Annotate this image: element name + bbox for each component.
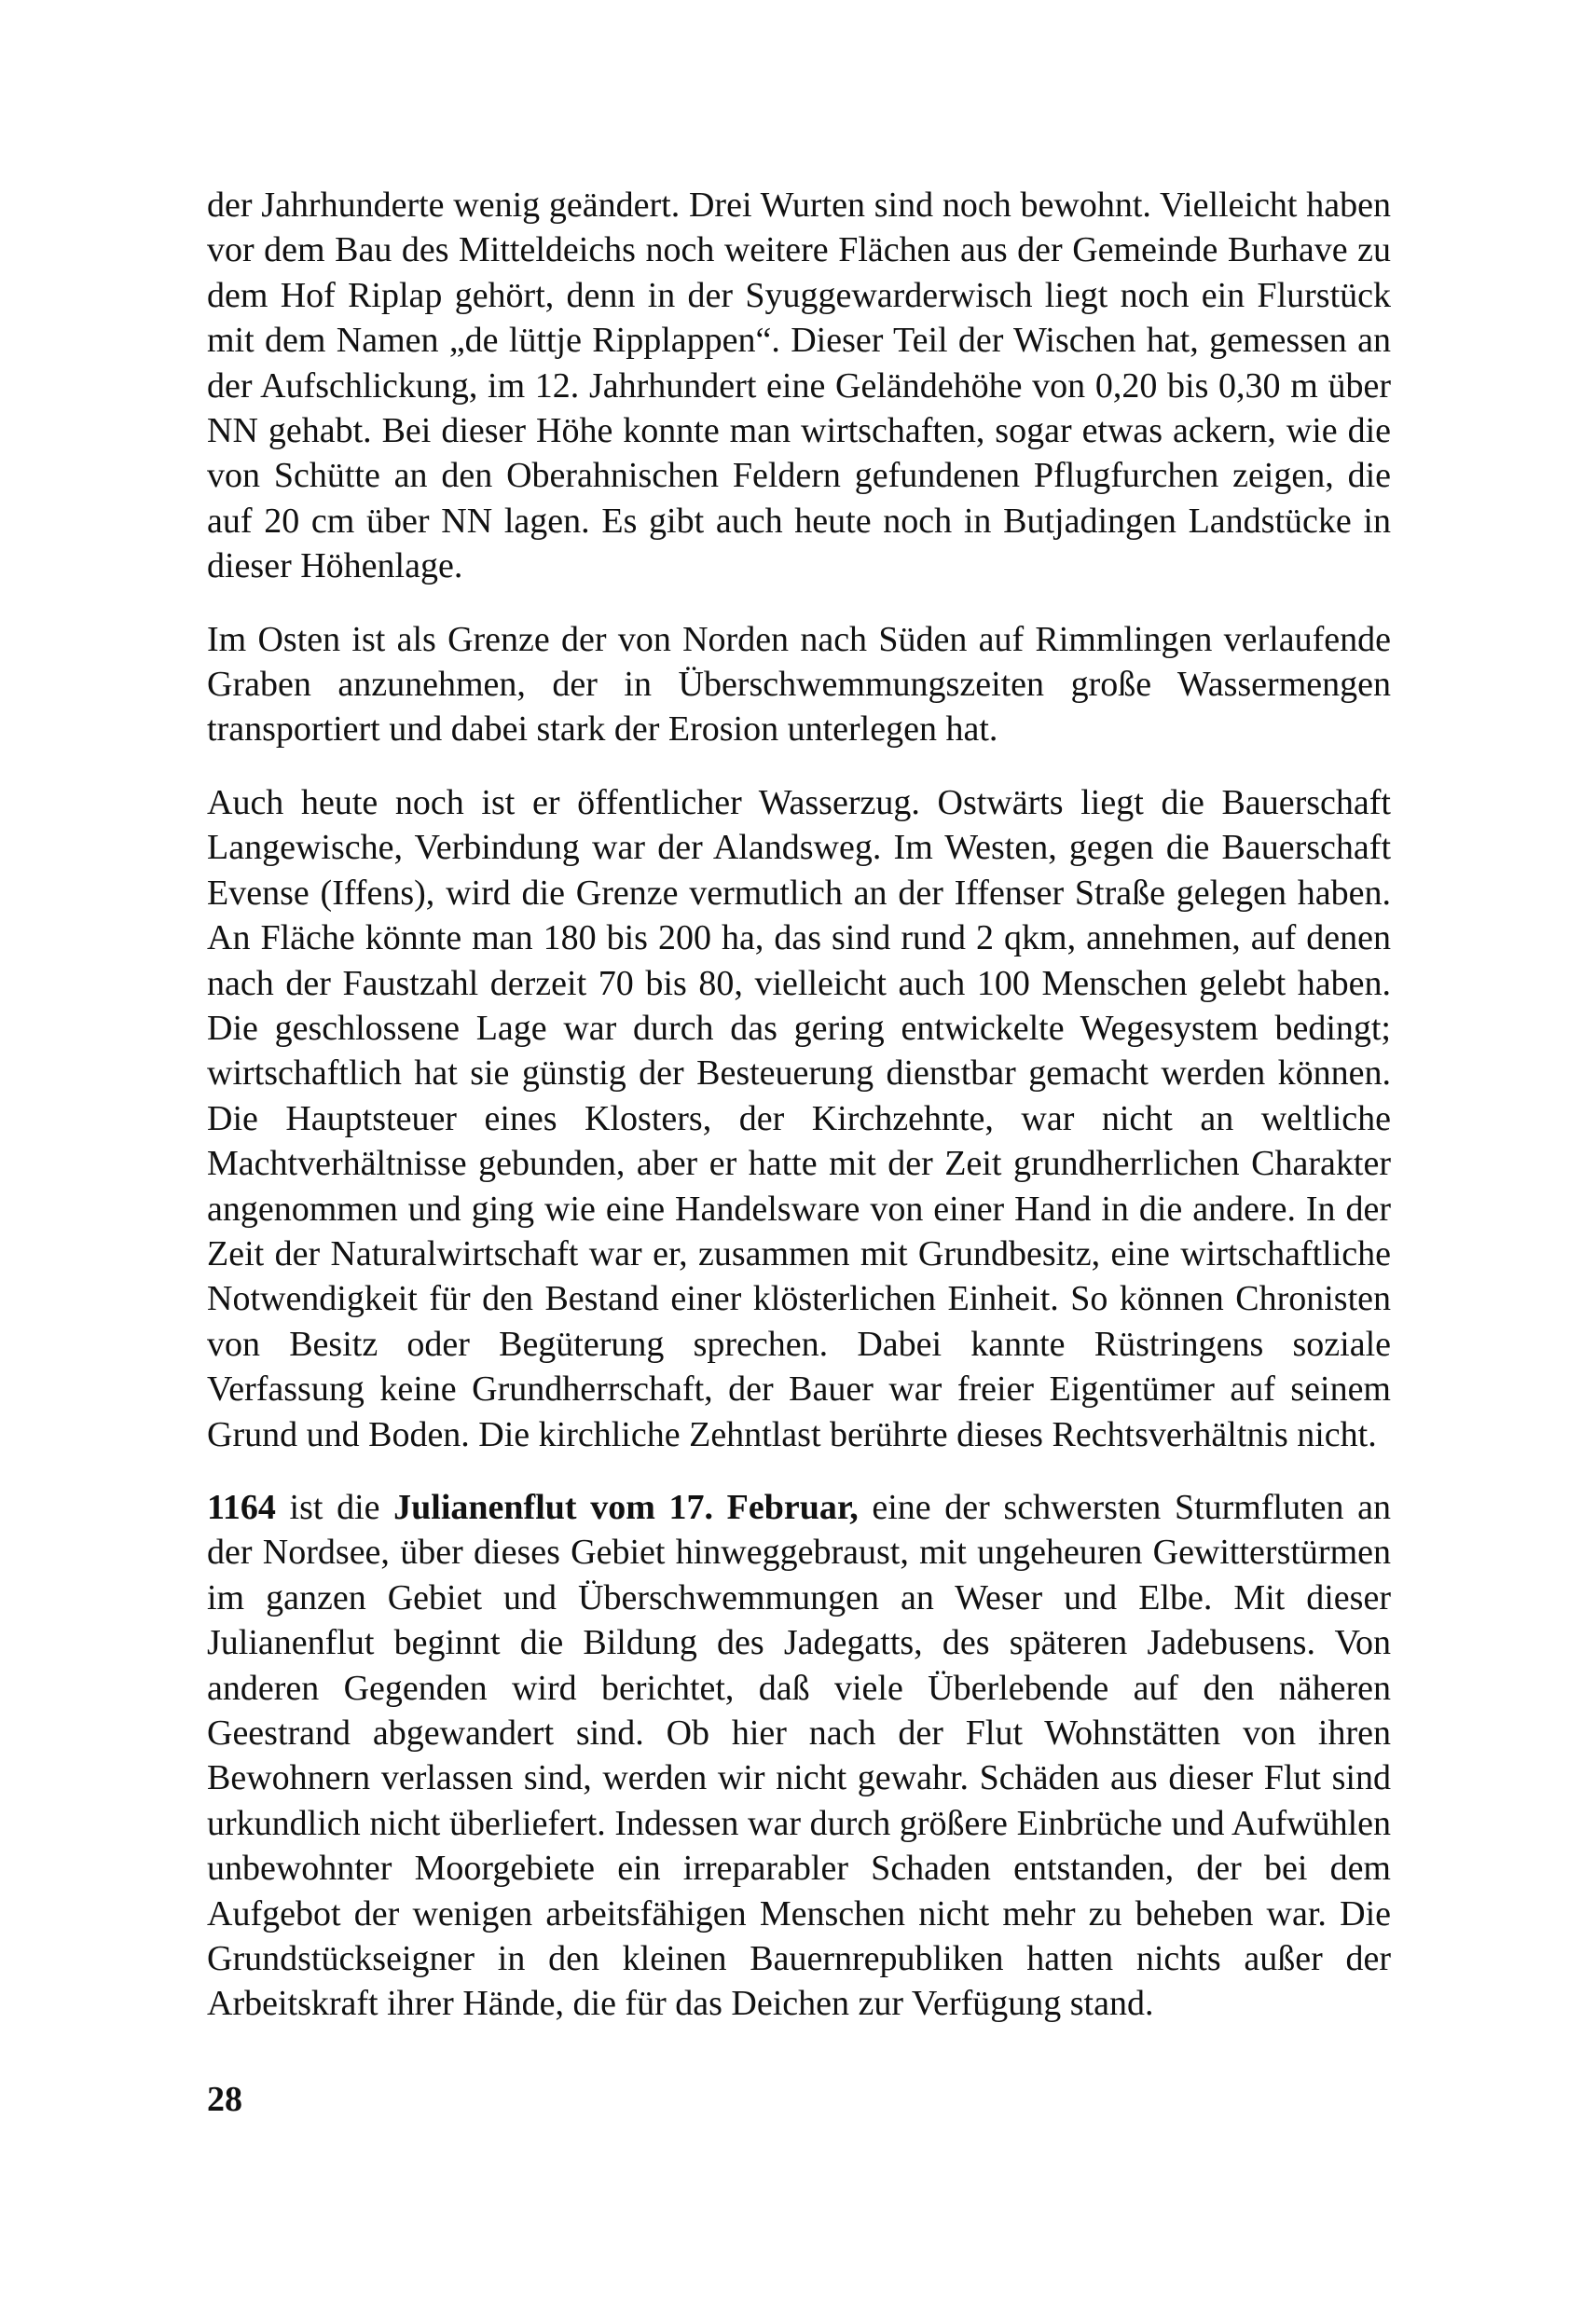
paragraph-1-text: der Jahrhunderte wenig geändert. Drei Wurten sind noch bewohnt. Vielleicht haben vor dem Bau des Mitteldeichs noch weitere Flächen aus der Gemeinde Burhave zu dem Hof Riplap gehört, denn in der Syuggewarderwisch liegt noch ein Flurstück mit dem Namen „de lüttje Ripplappen“. Dieser Teil der Wischen hat, gemessen an der Aufschlickung, im 12. Jahrhundert eine Geländehöhe von 0,20 bis 0,30 m über NN gehabt. Bei dieser Höhe konnte man wirtschaften, sogar etwas ackern, wie die von Schütte an den Oberahnischen Feldern gefundenen Pflugfurchen zeigen, die auf 20 cm über NN lagen. Es gibt auch heute noch in Butjadingen Landstücke in dieser Höhenlage.	[207, 186, 1391, 586]
paragraph-1	[207, 183, 1391, 589]
paragraph-4-text-b: eine der schwersten Sturmfluten an der Nordsee, über dieses Gebiet hinweggebraust, mit ungeheuren Gewitterstürmen im ganzen Gebiet und Überschwemmungen an Weser und Elbe. Mit dieser Julianenflut beginnt die Bildung des Jadegatts, des späteren Jadebusens. Von anderen Gegenden wird berichtet, daß viele Überlebende auf den näheren Geestrand abgewandert sind. Ob hier nach der Flut Wohnstätten von ihren Bewohnern verlassen sind, werden wir nicht gewahr. Schäden aus dieser Flut sind urkundlich nicht überliefert. Indessen war durch größere Einbrüche und Aufwühlen unbewohnter Moorgebiete ein irreparabler Schaden entstanden, der bei dem Aufgebot der wenigen arbeitsfähigen Menschen nicht mehr zu beheben war. Die Grundstückseigner in den kleinen Bauernrepubliken hatten nichts außer der Arbeitskraft ihrer Hände, die für das Deichen zur Verfügung stand.	[207, 1487, 1391, 2024]
page-body	[207, 183, 1391, 2027]
paragraph-4	[207, 1485, 1391, 2027]
paragraph-4-text-a: ist die	[275, 1487, 394, 1527]
paragraph-2	[207, 617, 1391, 752]
paragraph-4-flood-name: Julianenflut vom 17. Februar,	[393, 1487, 859, 1527]
paragraph-2-text: Im Osten ist als Grenze der von Norden nach Süden auf Rimmlingen verlaufende Graben anzunehmen, der in Überschwemmungszeiten große Wassermengen transportiert und dabei stark der Erosion unterlegen hat.	[207, 619, 1391, 750]
paragraph-4-year: 1164	[207, 1487, 276, 1527]
paragraph-3-text: Auch heute noch ist er öffentlicher Wasserzug. Ostwärts liegt die Bauerschaft Langewische, Verbindung war der Alandsweg. Im Westen, gegen die Bauerschaft Evense (Iffens), wird die Grenze vermutlich an der Iffenser Straße gelegen haben. An Fläche könnte man 180 bis 200 ha, das sind rund 2 qkm, annehmen, auf denen nach der Faustzahl derzeit 70 bis 80, vielleicht auch 100 Menschen gelebt haben. Die geschlossene Lage war durch das gering entwickelte Wegesystem bedingt; wirtschaftlich hat sie günstig der Besteuerung dienstbar gemacht werden können. Die Hauptsteuer eines Klosters, der Kirchzehnte, war nicht an weltliche Machtverhältnisse gebunden, aber er hatte mit der Zeit grundherrlichen Charakter angenommen und ging wie eine Handelsware von einer Hand in die andere. In der Zeit der Naturalwirtschaft war er, zusammen mit Grundbesitz, eine wirtschaftliche Notwendigkeit für den Bestand einer klösterlichen Einheit. So können Chronisten von Besitz oder Begüterung sprechen. Dabei kannte Rüstringens soziale Verfassung keine Grundherrschaft, der Bauer war freier Eigentümer auf seinem Grund und Boden. Die kirchliche Zehntlast berührte dieses Rechtsverhältnis nicht.	[207, 782, 1391, 1454]
paragraph-3	[207, 780, 1391, 1457]
page-number: 28	[207, 2080, 242, 2119]
